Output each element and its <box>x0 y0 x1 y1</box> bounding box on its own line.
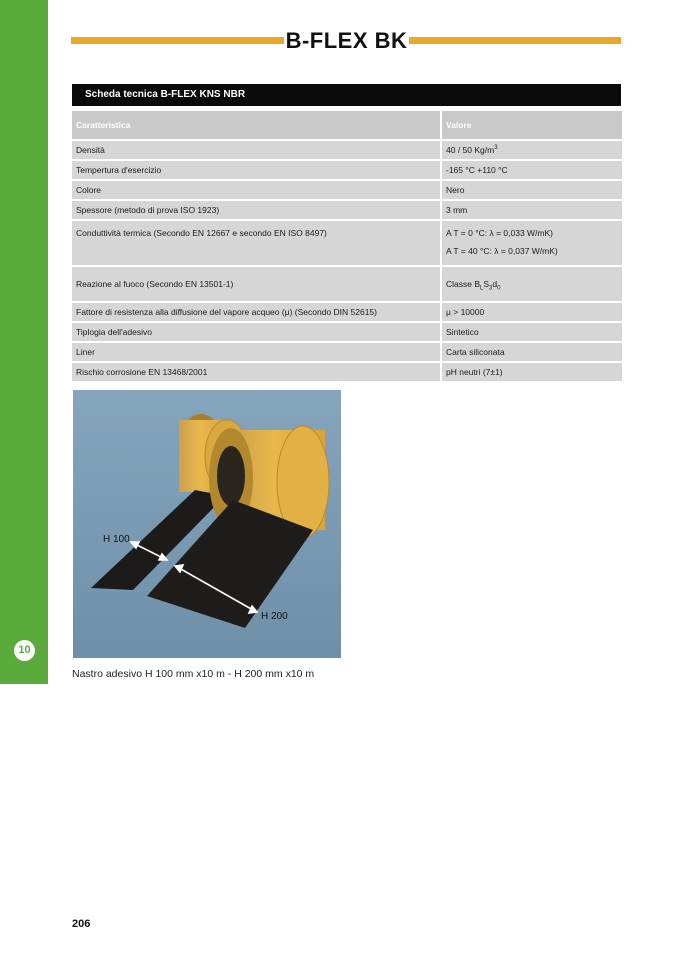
photo-caption: Nastro adesivo H 100 mm x10 m - H 200 mm x10 m <box>72 668 315 680</box>
spec-table <box>72 109 622 383</box>
title-row <box>71 28 621 54</box>
table-row <box>72 303 622 321</box>
row-label: Tiplogia dell'adesivo <box>72 323 442 341</box>
row-label: Densità <box>72 141 442 159</box>
table-head-row <box>72 111 622 139</box>
table-title: Scheda tecnica B-FLEX KNS NBR <box>72 84 621 106</box>
row-value: pH neutri (7±1) <box>442 363 622 381</box>
column-header-feature: Caratteristica <box>72 111 442 139</box>
large-roll-core <box>217 446 245 506</box>
table-row <box>72 201 622 219</box>
row-value: Sintetico <box>442 323 622 341</box>
row-label: Conduttività termica (Secondo EN 12667 e secondo EN ISO 8497) <box>72 221 442 265</box>
table-row <box>72 221 622 265</box>
table-row <box>72 323 622 341</box>
table-row <box>72 181 622 199</box>
row-value <box>442 221 622 265</box>
row-label: Fattore di resistenza alla diffusione del vapore acqueo (μ) (Secondo DIN 52615) <box>72 303 442 321</box>
table-row <box>72 161 622 179</box>
row-value: 3 mm <box>442 201 622 219</box>
row-label: Tempertura d'esercizio <box>72 161 442 179</box>
table-row <box>72 141 622 159</box>
page-number: 206 <box>72 918 91 930</box>
product-photo <box>73 390 341 658</box>
tape-roll-illustration <box>73 390 341 658</box>
row-value: Nero <box>442 181 622 199</box>
label-h200: H 200 <box>261 611 288 622</box>
row-value-line: A T = 0 °C: λ = 0,033 W/mK) <box>446 228 554 238</box>
row-label: Rischio corrosione EN 13468/2001 <box>72 363 442 381</box>
row-label: Reazione al fuoco (Secondo EN 13501-1) <box>72 267 442 301</box>
chapter-badge: 10 <box>14 640 35 661</box>
table-row <box>72 267 622 301</box>
title-rule-left <box>71 37 284 44</box>
label-h100: H 100 <box>103 534 130 545</box>
row-value: Carta siliconata <box>442 343 622 361</box>
row-label: Liner <box>72 343 442 361</box>
row-value-line: A T = 40 °C: λ = 0,037 W/mK) <box>446 246 558 256</box>
row-value: μ > 10000 <box>442 303 622 321</box>
row-label: Colore <box>72 181 442 199</box>
row-label: Spessore (metodo di prova ISO 1923) <box>72 201 442 219</box>
row-value: 40 / 50 $Kg/m^3$ <box>442 141 622 159</box>
row-value: Classe $B_LS_3d_0$ <box>442 267 622 301</box>
title-rule-right <box>409 37 621 44</box>
page-title: B-FLEX BK <box>285 28 408 53</box>
chapter-sidebar <box>0 0 48 684</box>
column-header-value: Valore <box>442 111 622 139</box>
table-row <box>72 343 622 361</box>
row-value: -165 °C +110 °C <box>442 161 622 179</box>
table-row <box>72 363 622 381</box>
